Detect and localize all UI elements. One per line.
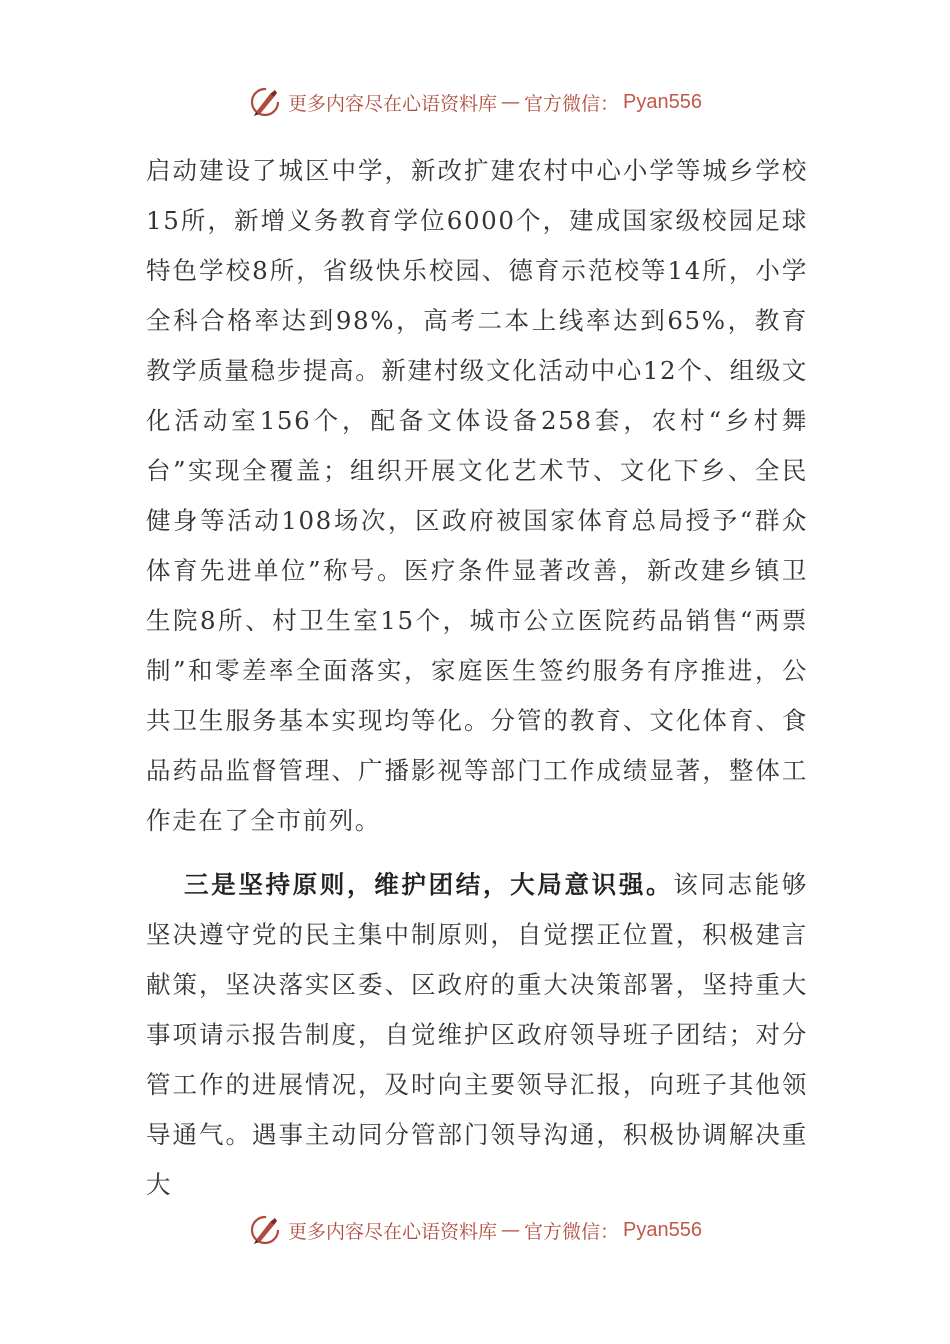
banner-slogan: 更多内容尽在心语资料库 bbox=[288, 92, 498, 115]
quill-pen-logo-icon bbox=[248, 1213, 282, 1247]
document-body bbox=[146, 146, 808, 1210]
paragraph-lead-heading: 三是坚持原则，维护团结，大局意识强。 bbox=[184, 870, 674, 899]
banner-wechat-id: Pyan556 bbox=[623, 90, 702, 113]
banner-wechat-id: Pyan556 bbox=[623, 1218, 702, 1241]
footer-banner bbox=[0, 1208, 950, 1252]
header-banner bbox=[0, 80, 950, 124]
paragraph-principles bbox=[146, 860, 808, 1210]
banner-slogan: 更多内容尽在心语资料库 bbox=[288, 1220, 498, 1243]
paragraph-achievements: 启动建设了城区中学，新改扩建农村中心小学等城乡学校15所，新增义务教育学位6000个，建成国家级校园足球特色学校8所，省级快乐校园、德育示范校等14所，小学全科合格率达到98%，高考二本上线率达到65%，教育教学质量稳步提高。新建村级文化活动中心12个、组级文化活动室156个，配备文体设备258套，农村“乡村舞台”实现全覆盖；组织开展文化艺术节、文化下乡、全民健身等活动108场次，区政府被国家体育总局授予“群众体育先进单位”称号。医疗条件显著改善，新改建乡镇卫生院8所、村卫生室15个，城市公立医院药品销售“两票制”和零差率全面落实，家庭医生签约服务有序推进，公共卫生服务基本实现均等化。分管的教育、文化体育、食品药品监督管理、广播影视等部门工作成绩显著，整体工作走在了全市前列。 bbox=[146, 156, 808, 835]
quill-pen-logo-icon bbox=[248, 85, 282, 119]
paragraph-principles-text: 该同志能够坚决遵守党的民主集中制原则，自觉摆正位置，积极建言献策，坚决落实区委、区政府的重大决策部署，坚持重大事项请示报告制度，自觉维护区政府领导班子团结；对分管工作的进展情况，及时向主要领导汇报，向班子其他领导通气。遇事主动同分管部门领导沟通，积极协调解决重大 bbox=[146, 870, 808, 1199]
banner-separator: — bbox=[501, 91, 521, 113]
banner-wechat-label: 官方微信： bbox=[524, 1220, 620, 1243]
banner-wechat-label: 官方微信： bbox=[524, 92, 620, 115]
banner-separator: — bbox=[501, 1219, 521, 1241]
